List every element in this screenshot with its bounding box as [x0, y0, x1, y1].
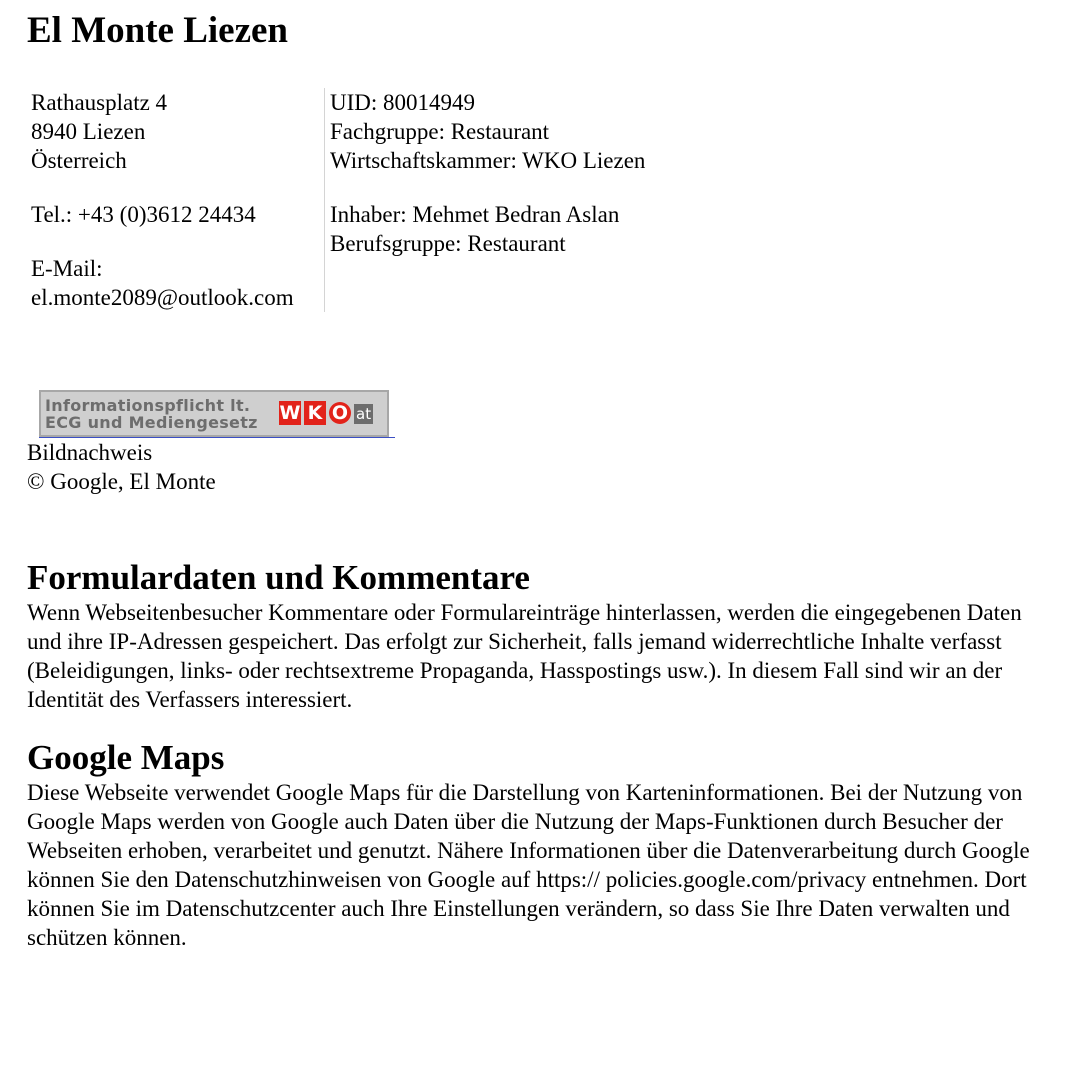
badge-text-line2: ECG und Mediengesetz: [45, 412, 258, 432]
wko-logo: [279, 401, 373, 425]
wko-info-badge[interactable]: [39, 390, 389, 437]
fachgruppe: Fachgruppe: Restaurant: [330, 119, 550, 144]
email-address[interactable]: el.monte2089@outlook.com: [31, 285, 294, 310]
wko-info-link[interactable]: [39, 390, 395, 438]
section-heading-formulardaten: Formulardaten und Kommentare: [27, 558, 530, 597]
address-block: [31, 88, 316, 175]
wirtschaftskammer: Wirtschaftskammer: WKO Liezen: [330, 148, 646, 173]
address-city: 8940 Liezen: [31, 119, 146, 144]
badge-text-line1: Informationspflicht lt.: [45, 395, 251, 415]
wko-logo-suffix: at: [356, 405, 372, 423]
page-title: El Monte Liezen: [27, 10, 289, 51]
section-heading-google-maps: Google Maps: [27, 738, 225, 777]
section-text-google-maps: Diese Webseite verwendet Google Maps für die Darstellung von Karteninformationen. Bei der Nutzung von Google Maps werden von Google auch Daten über die Nutzung der Maps-Funktionen durch Besucher der Webseiten erhoben, verarbeitet und genutzt. Nähere Informationen über die Datenverarbeitung durch Google können Sie den Datenschutzhinweisen von Google auf https:// policies.google.com/privacy entnehmen. Dort können Sie im Datenschutzcenter auch Ihre Einstellungen verändern, so dass Sie Ihre Daten verwalten und schützen können.: [27, 780, 1030, 950]
credits-heading: Bildnachweis: [27, 440, 153, 465]
phone-number: Tel.: +43 (0)3612 24434: [31, 202, 256, 227]
wko-logo-letter: O: [329, 402, 351, 424]
address-street: Rathausplatz 4: [31, 90, 168, 115]
email-block: [31, 254, 316, 312]
wko-logo-letter: W: [279, 402, 301, 424]
contact-column: [27, 88, 325, 312]
uid-number: UID: 80014949: [330, 90, 476, 115]
section-text-formulardaten: Wenn Webseitenbesucher Kommentare oder Formulareinträge hinterlassen, werden die eingegebenen Daten und ihre IP-Adressen gespeichert. Das erfolgt zur Sicherheit, falls jemand widerrechtliche Inhalte verfasst (Beleidigungen, links- oder rechtsextreme Propaganda, Hasspostings usw.). In diesem Fall sind wir an der Identität des Verfassers interessiert.: [27, 600, 1022, 712]
wko-logo-letter: K: [304, 401, 326, 425]
email-label: E-Mail:: [31, 256, 103, 281]
registry-column: [325, 88, 646, 312]
badge-text: [41, 397, 258, 431]
owner: Inhaber: Mehmet Bedran Aslan: [330, 202, 620, 227]
company-info-table: [27, 88, 645, 312]
address-country: Österreich: [31, 148, 127, 173]
berufsgruppe: Berufsgruppe: Restaurant: [330, 231, 566, 256]
credits-text: © Google, El Monte: [27, 469, 216, 494]
